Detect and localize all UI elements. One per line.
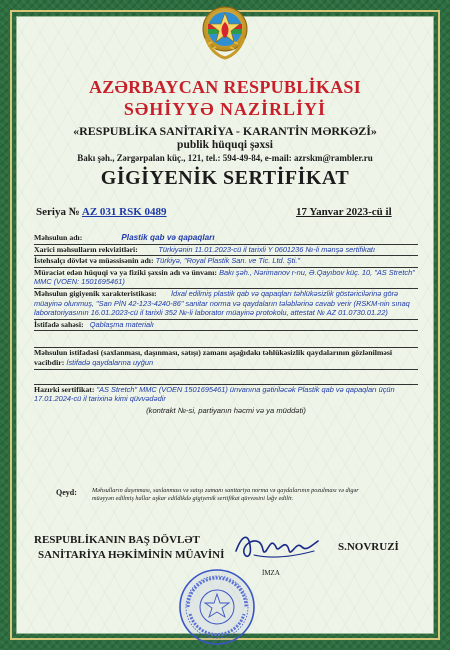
certificate-fields xyxy=(34,233,418,415)
handwritten-signature-icon xyxy=(232,525,324,567)
field-product-name xyxy=(34,233,418,245)
field-foreign-docs xyxy=(34,245,418,257)
field-value: Plastik qab və qapaqları xyxy=(121,233,215,242)
field-hygiene xyxy=(34,289,418,320)
field-value: Bakı şəh., Nərimanov r-nu, Ə.Qayıbov küç. 10, "AS Stretch" MMC (VOEN: 1501695461) xyxy=(34,267,415,287)
field-label: Məhsulun adı: xyxy=(34,233,83,242)
field-prepared xyxy=(34,384,418,405)
field-value: Türkiyə, "Royal Plastik San. ve Tic. Ltd. Şti." xyxy=(155,256,301,266)
field-label: Müraciət edən hüquqi və ya fiziki şəxsin adı və ünvanı: xyxy=(34,267,218,277)
field-label: Məhsulun istifadəsi (saxlanması, daşınması, satışı) zamanı aşağıdakı təhlükəsizlik qaydalarının gözlənilməsi vacibdir: xyxy=(34,348,393,367)
field-label: İstifadə sahəsi: xyxy=(34,319,84,329)
field-label: Məhsulun gigiyenik xarakteristikası: xyxy=(34,288,157,298)
republic-heading: AZƏRBAYCAN RESPUBLİKASI xyxy=(88,77,362,97)
certificate-title: GİGİYENİK SERTİFİKAT xyxy=(100,167,350,189)
field-rules xyxy=(34,347,418,369)
signatory-title-line1: RESPUBLİKANIN BAŞ DÖVLƏT xyxy=(34,534,200,546)
signature-label: İMZA xyxy=(262,569,280,577)
signatory-title-line2: SANİTARİYA HƏKİMİNİN MÜAVİNİ xyxy=(38,549,225,561)
field-value: İstifadə qaydalarına uyğun xyxy=(66,357,154,367)
center-address: Bakı şəh., Zərgərpalan küç., 121, tel.: 594-49-84, e-mail: azrskm@rambler.ru xyxy=(77,153,373,163)
field-label: İstehsalçı dövlət və müəssisənin adı: xyxy=(34,256,154,266)
field-label: Hazırki sertifikat: xyxy=(34,384,95,394)
field-value: "AS Stretch" MMC (VOEN 1501695461) ünvanına gətiriləcək Plastik qab və qapaqları üçün 17.01.2024-cü il tarixinə kimi qüvvədədir xyxy=(34,384,395,404)
ministry-heading: SƏHİYYƏ NAZİRLİYİ xyxy=(123,99,327,119)
field-label: Xarici məhsulların rekvizitləri: xyxy=(34,244,138,254)
field-usage xyxy=(34,320,418,332)
official-stamp-icon xyxy=(178,568,256,646)
issue-date-value: 17 Yanvar 2023-cü il xyxy=(296,206,392,218)
azerbaijan-emblem-icon xyxy=(198,4,252,62)
note-label: Qeyd: xyxy=(56,488,77,497)
field-applicant xyxy=(34,268,418,289)
prepared-note: (kontrakt №-si, partiyanın həcmi və ya müddəti) xyxy=(146,405,306,415)
field-value: Qablaşma materialı xyxy=(89,319,154,329)
center-name: «RESPUBLİKA SANİTARİYA - KARANTİN MƏRKƏZİ» xyxy=(73,124,377,138)
issue-date xyxy=(296,206,392,218)
serial-number xyxy=(36,206,167,218)
serial-value: AZ 031 RSK 0489 xyxy=(81,206,167,218)
note-text: Məhsulların daşınması, saxlanması və satışı zamanı sanitariya norma və qaydalarının pozulması və digər müəyyən edilmiş hallar aşkar edildikdə gigiyenik sertifikat qüvvəsini ləğv edilir. xyxy=(92,487,359,503)
field-manufacturer xyxy=(34,256,418,268)
entity-type: publik hüquqi şəxsi xyxy=(177,139,273,151)
field-value: Türkiyənin 11.01.2023-cü il tarixli Y 0601236 №-li mənşə sertifikatı xyxy=(158,244,376,254)
serial-label: Seriya № xyxy=(36,206,80,218)
signatory-name: S.NOVRUZİ xyxy=(338,541,399,553)
field-value: İdxal edilmiş plastik qab və qapaqları təhlükəsizlik göstəricilərinə görə müayinə olunmuş, "San PİN 42-123-4240-86" sanitar norma və qaydaların tələblərinə cavab verir (RSKM-nin sınaq laboratoriyasının 16.01.2023-cü il tarixli 352 №-li laborator müayinə protokolu, attestat № AZ 01.0730.01.22) xyxy=(34,288,410,318)
